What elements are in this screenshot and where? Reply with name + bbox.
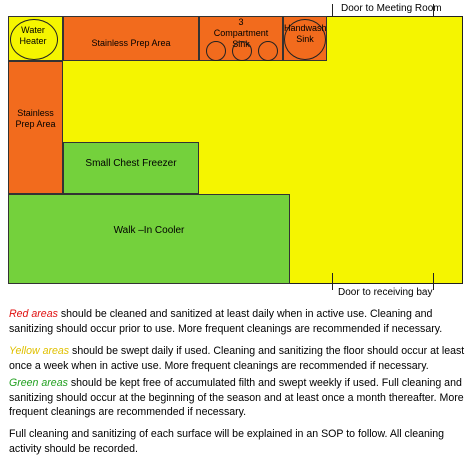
sink-basin-icon bbox=[206, 41, 226, 61]
stainless-prep-top-label: Stainless Prep Area bbox=[91, 38, 171, 48]
legend-footer: Full cleaning and sanitizing of each surface will be explained in an SOP to follow. All cleaning activity should be recorded. bbox=[9, 428, 444, 455]
door-meeting-room-label: Door to Meeting Room bbox=[341, 3, 442, 14]
stainless-prep-left-label: Stainless Prep Area bbox=[15, 108, 56, 129]
walk-in-cooler bbox=[8, 194, 290, 284]
legend-red bbox=[9, 307, 467, 336]
door-meeting-room bbox=[332, 4, 333, 16]
handwash-sink-label: Handwash Sink bbox=[284, 23, 327, 44]
legend-yellow-term: Yellow areas bbox=[9, 345, 70, 357]
legend-red-term: Red areas bbox=[9, 308, 58, 320]
sink-basin-icon bbox=[232, 41, 252, 61]
water-heater-label: Water Heater bbox=[19, 25, 47, 46]
legend-red-text: should be cleaned and sanitized at least daily when in active use. Cleaning and sanitizing should occur prior to use. More frequent cleanings are recommended if necessary. bbox=[9, 308, 443, 335]
walk-in-cooler-label: Walk –In Cooler bbox=[113, 225, 185, 236]
legend-green-text: should be kept free of accumulated filth and swept weekly if used. Full cleaning and sanitizing should occur at the beginning of the season and at least once a month thereafter. More frequent cleanings are recommended if necessary. bbox=[9, 377, 464, 419]
legend-green-term: Green areas bbox=[9, 377, 68, 389]
door-receiving-bay-label: Door to receiving bay bbox=[338, 287, 433, 298]
sink-basin-icon bbox=[258, 41, 278, 61]
door-receiving-bay bbox=[332, 273, 333, 290]
small-chest-freezer-label: Small Chest Freezer bbox=[85, 158, 177, 169]
legend-yellow bbox=[9, 344, 467, 373]
three-compartment-sink-label: 3 Compartment Sink bbox=[213, 17, 269, 49]
door-receiving-bay bbox=[433, 273, 434, 290]
legend-green bbox=[9, 376, 467, 420]
legend-yellow-text: should be swept daily if used. Cleaning and sanitizing the floor should occur at least once a week when in active use. More frequent cleanings are recommended if necessary. bbox=[9, 345, 465, 372]
